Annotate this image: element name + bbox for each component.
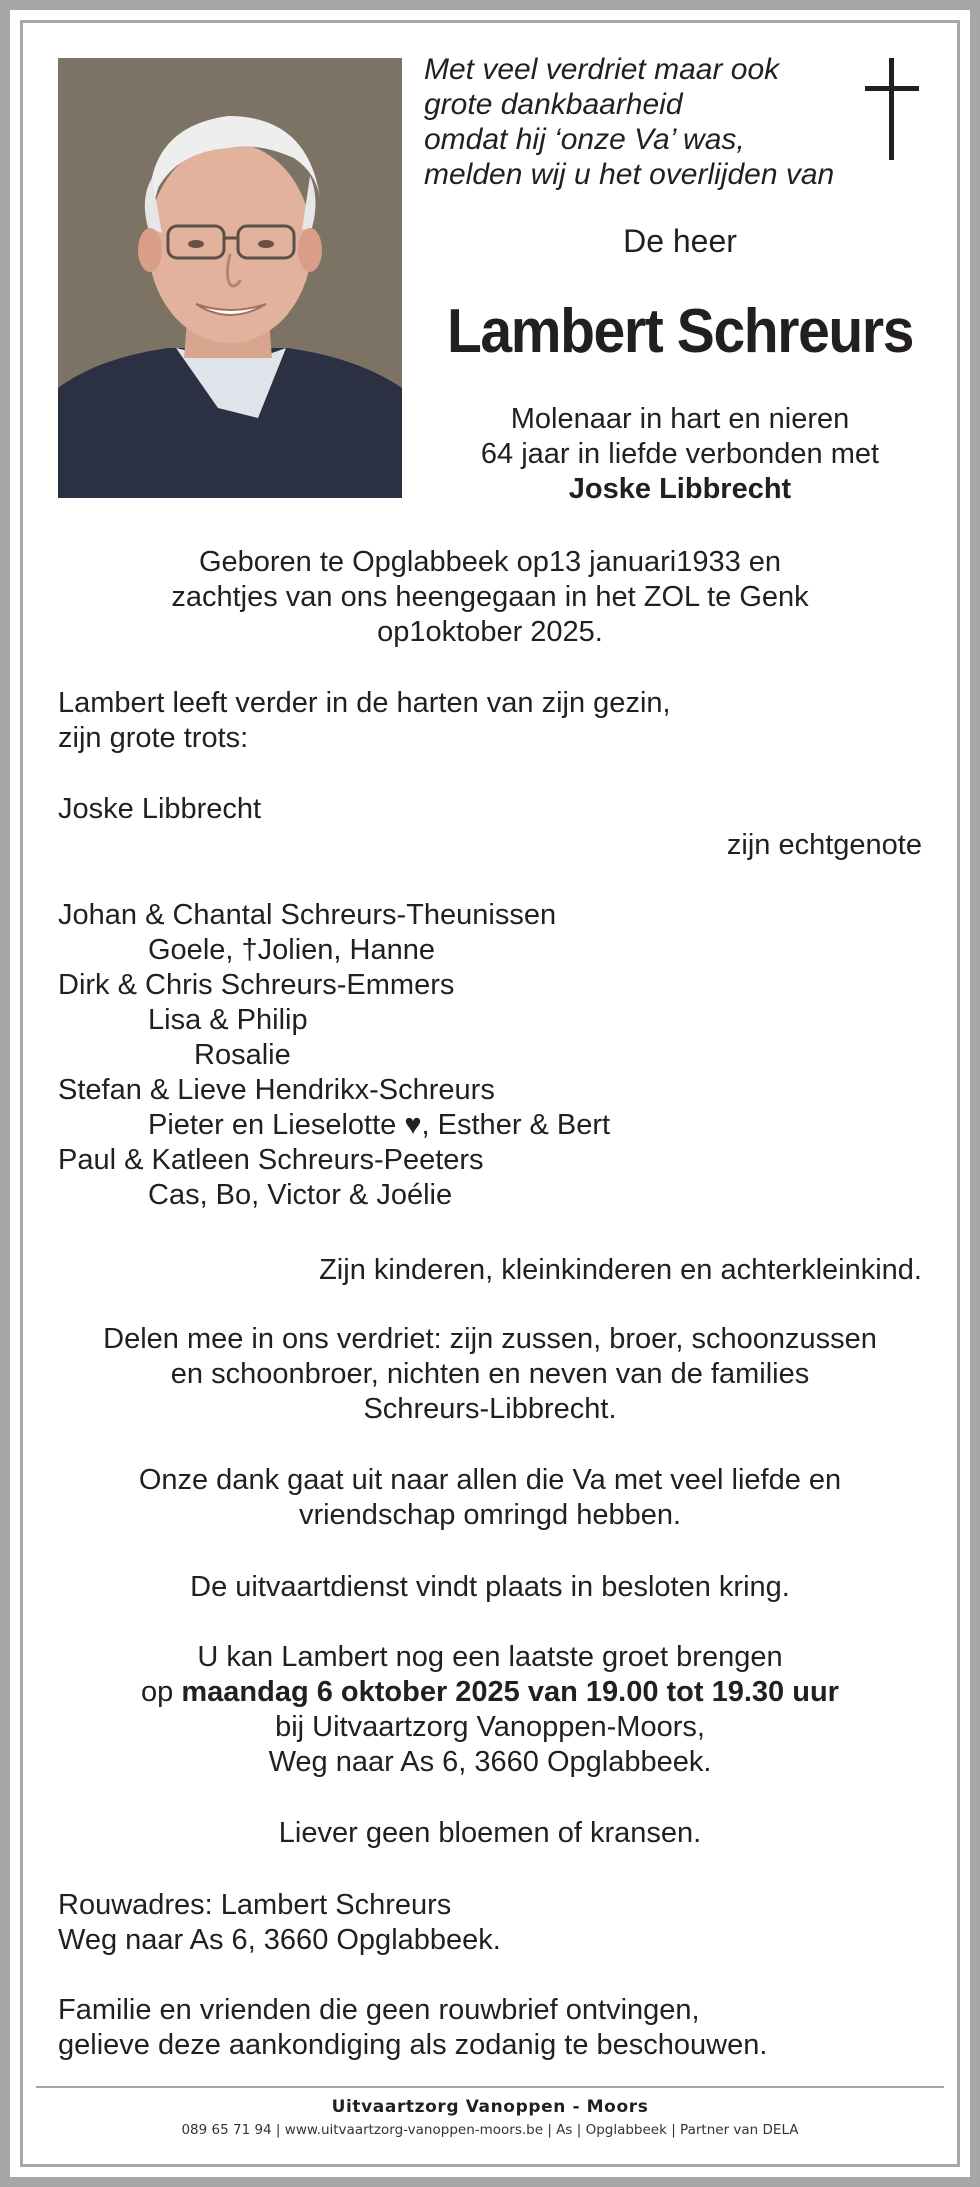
family-list [58, 898, 922, 1213]
intro-text [424, 52, 854, 192]
farewell-line: bij Uitvaartzorg Vanoppen-Moors, [275, 1711, 705, 1743]
thanks-line: vriendschap omringd hebben. [298, 1499, 682, 1531]
legacy-line: zijn grote trots: [58, 722, 249, 754]
birth-death-line: Geboren te Opglabbeek op13 januari1933 en [198, 546, 782, 578]
farewell-line: U kan Lambert nog een laatste groet brengen [197, 1641, 783, 1673]
notice-text [58, 1993, 922, 2063]
family-line: Pieter en Lieselotte ♥, Esther & Bert [148, 1109, 611, 1141]
portrait-photo [58, 58, 402, 498]
footer-divider [36, 2086, 944, 2088]
thanks-text [58, 1463, 922, 1533]
footer-info: 089 65 71 94 | www.uitvaartzorg-vanoppen-moors.be | As | Opglabbeek | Partner van DELA [181, 2122, 799, 2138]
sharing-text [58, 1322, 922, 1427]
intro-line: omdat hij ‘onze Va’ was, [424, 123, 745, 156]
family-line: Rosalie [194, 1039, 291, 1071]
birth-death-line: op1oktober 2025. [377, 616, 603, 648]
thanks-line: Onze dank gaat uit naar allen die Va met veel liefde en [138, 1464, 842, 1496]
birth-death-text [58, 545, 922, 650]
family-line: Goele, †Jolien, Hanne [148, 934, 435, 966]
farewell-prefix: op [141, 1676, 182, 1708]
role-line: Molenaar in hart en nieren [510, 403, 850, 435]
role-block [402, 402, 958, 507]
family-line: Cas, Bo, Victor & Joélie [148, 1179, 453, 1211]
farewell-line [58, 1675, 922, 1710]
farewell-text [58, 1640, 922, 1780]
spouse-entry-relation: zijn echtgenote [726, 829, 922, 861]
family-line: Dirk & Chris Schreurs-Emmers [58, 969, 455, 1001]
notice-line: Familie en vrienden die geen rouwbrief ontvingen, [58, 1994, 700, 2026]
footer-title: Uitvaartzorg Vanoppen - Moors [331, 2097, 649, 2117]
role-line: 64 jaar in liefde verbonden met [480, 438, 880, 470]
spouse-name: Joske Libbrecht [568, 473, 792, 505]
family-line: Stefan & Lieve Hendrikx-Schreurs [58, 1074, 495, 1106]
salutation: De heer [623, 223, 737, 259]
legacy-text [58, 686, 922, 756]
address-line: Weg naar As 6, 3660 Opglabbeek. [58, 1924, 501, 1956]
intro-line: melden wij u het overlijden van [424, 158, 835, 191]
intro-line: Met veel verdriet maar ook [424, 53, 780, 86]
address-line: Rouwadres: Lambert Schreurs [58, 1889, 452, 1921]
service-text: De uitvaartdienst vindt plaats in besloten kring. [190, 1571, 790, 1603]
farewell-line: Weg naar As 6, 3660 Opglabbeek. [268, 1746, 712, 1778]
spouse-entry-name: Joske Libbrecht [58, 793, 262, 825]
address-text [58, 1888, 922, 1958]
birth-death-line: zachtjes van ons heengegaan in het ZOL te Genk [171, 581, 809, 613]
sharing-line: Schreurs-Libbrecht. [363, 1393, 617, 1425]
intro-line: grote dankbaarheid [424, 88, 683, 121]
deceased-name: Lambert Schreurs [446, 297, 914, 366]
farewell-datetime: maandag 6 oktober 2025 van 19.00 tot 19.30 uur [181, 1676, 839, 1708]
legacy-line: Lambert leeft verder in de harten van zijn gezin, [58, 687, 671, 719]
children-line: Zijn kinderen, kleinkinderen en achterkleinkind. [319, 1254, 922, 1286]
sharing-line: en schoonbroer, nichten en neven van de families [170, 1358, 810, 1390]
family-line: Lisa & Philip [148, 1004, 308, 1036]
notice-line: gelieve deze aankondiging als zodanig te beschouwen. [58, 2029, 768, 2061]
family-line: Johan & Chantal Schreurs-Theunissen [58, 899, 557, 931]
cross-icon [862, 58, 922, 160]
flowers-text: Liever geen bloemen of kransen. [278, 1817, 702, 1849]
sharing-line: Delen mee in ons verdriet: zijn zussen, broer, schoonzussen [103, 1323, 877, 1355]
family-line: Paul & Katleen Schreurs-Peeters [58, 1144, 484, 1176]
